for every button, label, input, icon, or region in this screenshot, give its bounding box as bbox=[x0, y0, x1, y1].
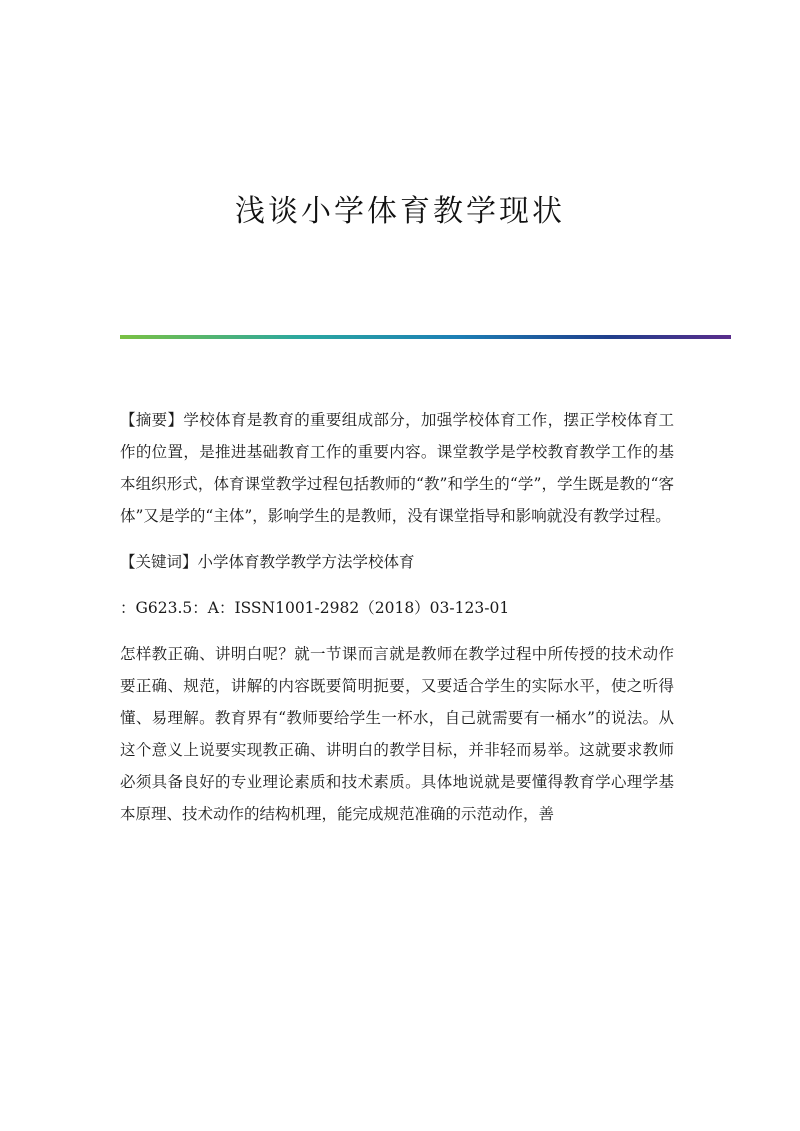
abstract-text: 学校体育是教育的重要组成部分，加强学校体育工作，摆正学校体育工作的位置，是推进基础教育工作的重要内容。课堂教学是学校教育教学工作的基本组织形式，体育课堂教学过程包括教师的“教”和学生的“学”，学生既是教的“客体”又是学的“主体”，影响学生的是教师，没有课堂指导和影响就没有教学过程。 bbox=[120, 411, 674, 525]
keywords-text: 小学体育教学教学方法学校体育 bbox=[197, 553, 415, 571]
body-paragraph: 怎样教正确、讲明白呢？就一节课而言就是教师在教学过程中所传授的技术动作要正确、规范，讲解的内容既要简明扼要，又要适合学生的实际水平，使之听得懂、易理解。教育界有“教师要给学生一杯水，自己就需要有一桶水”的说法。从这个意义上说要实现教正确、讲明白的教学目标，并非轻而易举。这就要求教师必须具备良好的专业理论素质和技术素质。具体地说就是要懂得教育学心理学基本原理、技术动作的结构机理，能完成规范准确的示范动作，善 bbox=[120, 645, 674, 823]
gradient-divider bbox=[120, 335, 731, 339]
abstract-label: 【摘要】 bbox=[120, 411, 184, 429]
abstract-paragraph bbox=[120, 404, 674, 532]
classification-line: ：G623.5：A：ISSN1001-2982（2018）03-123-01 bbox=[120, 599, 510, 617]
keywords-paragraph bbox=[120, 546, 674, 578]
keywords-label: 【关键词】 bbox=[120, 553, 198, 571]
paper-body bbox=[120, 404, 674, 844]
paper-title: 浅谈小学体育教学现状 bbox=[235, 194, 565, 229]
